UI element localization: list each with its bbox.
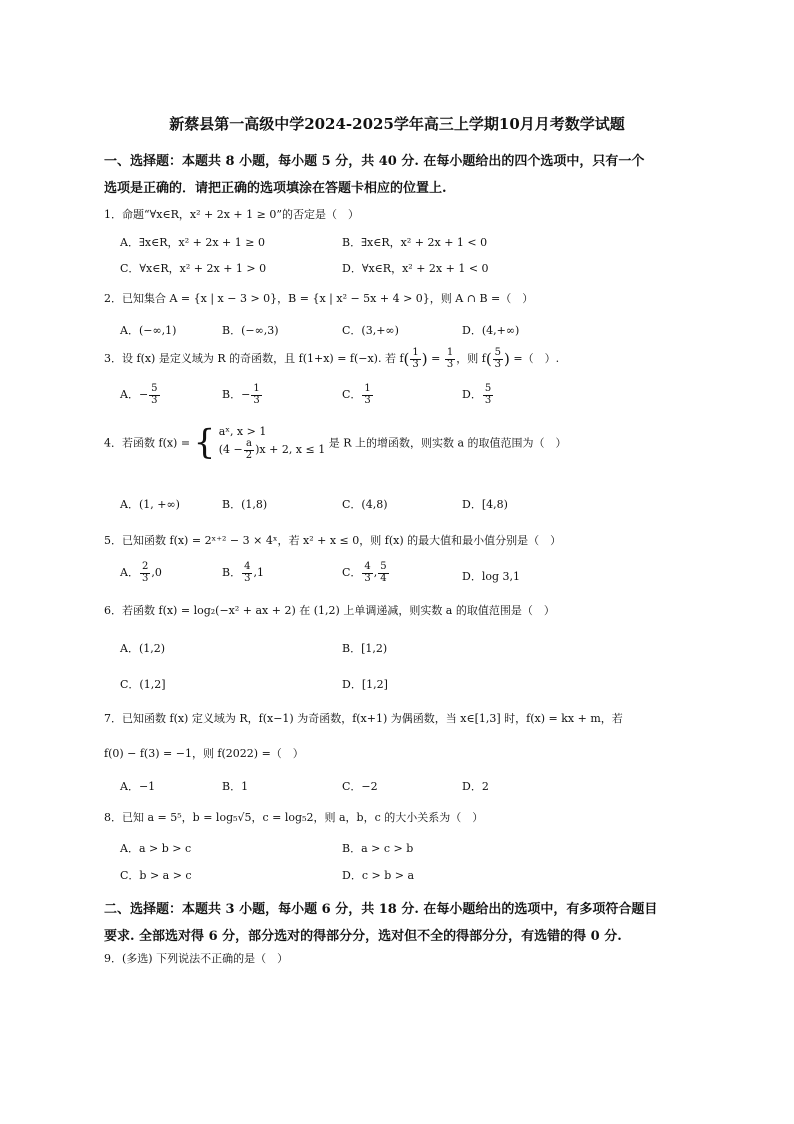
q1-option-d: D．∀x∈R，x² + 2x + 1 < 0 [342,262,489,275]
q7-line-2: f(0) − f(3) = −1，则 f(2022) =（ ） [104,747,304,760]
q4-piecewise [219,424,326,461]
q3-option-d: D． $\frac{5}{3}$ [462,383,492,406]
q5-option-a: A． $\frac{2}{3}$ ,0 [120,561,162,584]
q2-stem: 2．已知集合 A = {x | x − 3 > 0}，B = {x | x² − 5x + 4 > 0}，则 A ∩ B =（ ） [104,292,534,305]
section1-heading-line2: 选项是正确的．请把正确的选项填涂在答题卡相应的位置上. [104,181,447,196]
q8-stem: 8．已知 a = 5⁵，b = log₅√5，c = log₅2，则 a，b，c 的大小关系为（ ） [104,811,484,824]
q3-option-c: C． $\frac{1}{3}$ [342,383,371,406]
q4-option-c: C．(4,8) [342,498,388,511]
q3-frac-3: $\frac{5}{3}$ [494,347,502,370]
q3-stem-part-d: =（ ）. [513,352,560,365]
q2-option-d: D．(4,+∞) [462,324,520,337]
q5-option-c: C． $\frac{4}{3}$ , $\frac{5}{4}$ [342,561,387,584]
q3-option-b: B．− $\frac{1}{3}$ [222,383,260,406]
q6-option-b: B．[1,2) [342,642,388,655]
section1-heading-line1: 一、选择题：本题共 8 小题，每小题 5 分，共 40 分. 在每小题给出的四个选项中，只有一个 [104,154,645,169]
q4-case-2: (4 − $\frac{a}{2}$ )x + 2, x ≤ 1 [218,438,326,461]
q4-case-1: aˣ, x > 1 [218,425,267,438]
q4-stem [104,424,567,461]
q3-stem-part-c: ，则 f [456,352,486,365]
q2-option-c: C．(3,+∞) [342,324,399,337]
q7-option-b: B．1 [222,780,249,793]
q5-option-d: D．log 3,1 [462,570,520,583]
q8-option-a: A．a > b > c [120,842,192,855]
q1-option-c: C．∀x∈R，x² + 2x + 1 > 0 [120,262,267,275]
q1-option-b: B．∃x∈R，x² + 2x + 1 < 0 [342,236,488,249]
page-title: 新蔡县第一高级中学2024-2025学年高三上学期10月月考数学试题 [169,115,625,133]
q8-option-d: D．c > b > a [342,869,414,882]
q4-tail: 是 R 上的增函数，则实数 a 的取值范围为（ ） [328,436,567,450]
q7-option-a: A．−1 [120,780,156,793]
q3-option-a: A．− $\frac{5}{3}$ [120,383,158,406]
q7-line-1: 7．已知函数 f(x) 定义域为 R，f(x−1) 为奇函数，f(x+1) 为偶函数，当 x∈[1,3] 时，f(x) = kx + m，若 [104,712,623,725]
section2-heading-line2: 要求. 全部选对得 6 分，部分选对的得部分分，选对但不全的得部分分，有选错的得 0 分. [104,929,622,944]
q3-stem-part-a: 3．设 f(x) 是定义域为 R 的奇函数，且 f(1+x) = f(−x). 若 f [104,352,404,365]
q2-option-a: A．(−∞,1) [120,324,177,337]
section2-heading-line1: 二、选择题：本题共 3 小题，每小题 6 分，共 18 分. 在每小题给出的选项中，有多项符合题目 [104,902,658,917]
q4-option-d: D．[4,8) [462,498,508,511]
q1-stem: 1．命题“∀x∈R，x² + 2x + 1 ≥ 0”的否定是（ ） [104,208,359,221]
q4-lead: 4．若函数 f(x) = [104,436,191,450]
q5-stem: 5．已知函数 f(x) = 2ˣ⁺² − 3 × 4ˣ，若 x² + x ≤ 0，则 f(x) 的最大值和最小值分别是（ ） [104,534,562,547]
q4-option-b: B．(1,8) [222,498,268,511]
q8-option-b: B．a > c > b [342,842,414,855]
q4-brace: { [193,422,216,463]
q3-stem: 3．设 f(x) 是定义域为 R 的奇函数，且 f(1+x) = f(−x). 若 f( $\frac{1}{3}$ ) = $\frac{1}{3}$ ，则 f( $\frac{5}{3}$ ) =（ ）. [104,347,560,370]
q4-option-a: A．(1, +∞) [120,498,180,511]
q6-option-d: D．[1,2] [342,678,388,691]
q3-stem-part-b: = [431,352,441,365]
q6-stem: 6．若函数 f(x) = log₂(−x² + ax + 2) 在 (1,2) 上单调递减，则实数 a 的取值范围是（ ） [104,604,555,617]
q6-option-c: C．(1,2] [120,678,166,691]
q5-option-b: B． $\frac{4}{3}$ ,1 [222,561,264,584]
q8-option-c: C．b > a > c [120,869,192,882]
q3-frac-1: $\frac{1}{3}$ [412,347,419,370]
q9-stem: 9．(多选) 下列说法不正确的是（ ） [104,952,289,965]
q6-option-a: A．(1,2) [120,642,166,655]
q2-option-b: B．(−∞,3) [222,324,279,337]
q3-frac-2: $\frac{1}{3}$ [446,347,454,370]
q1-option-a: A．∃x∈R，x² + 2x + 1 ≥ 0 [120,236,265,249]
q7-option-d: D．2 [462,780,489,793]
q7-option-c: C．−2 [342,780,378,793]
